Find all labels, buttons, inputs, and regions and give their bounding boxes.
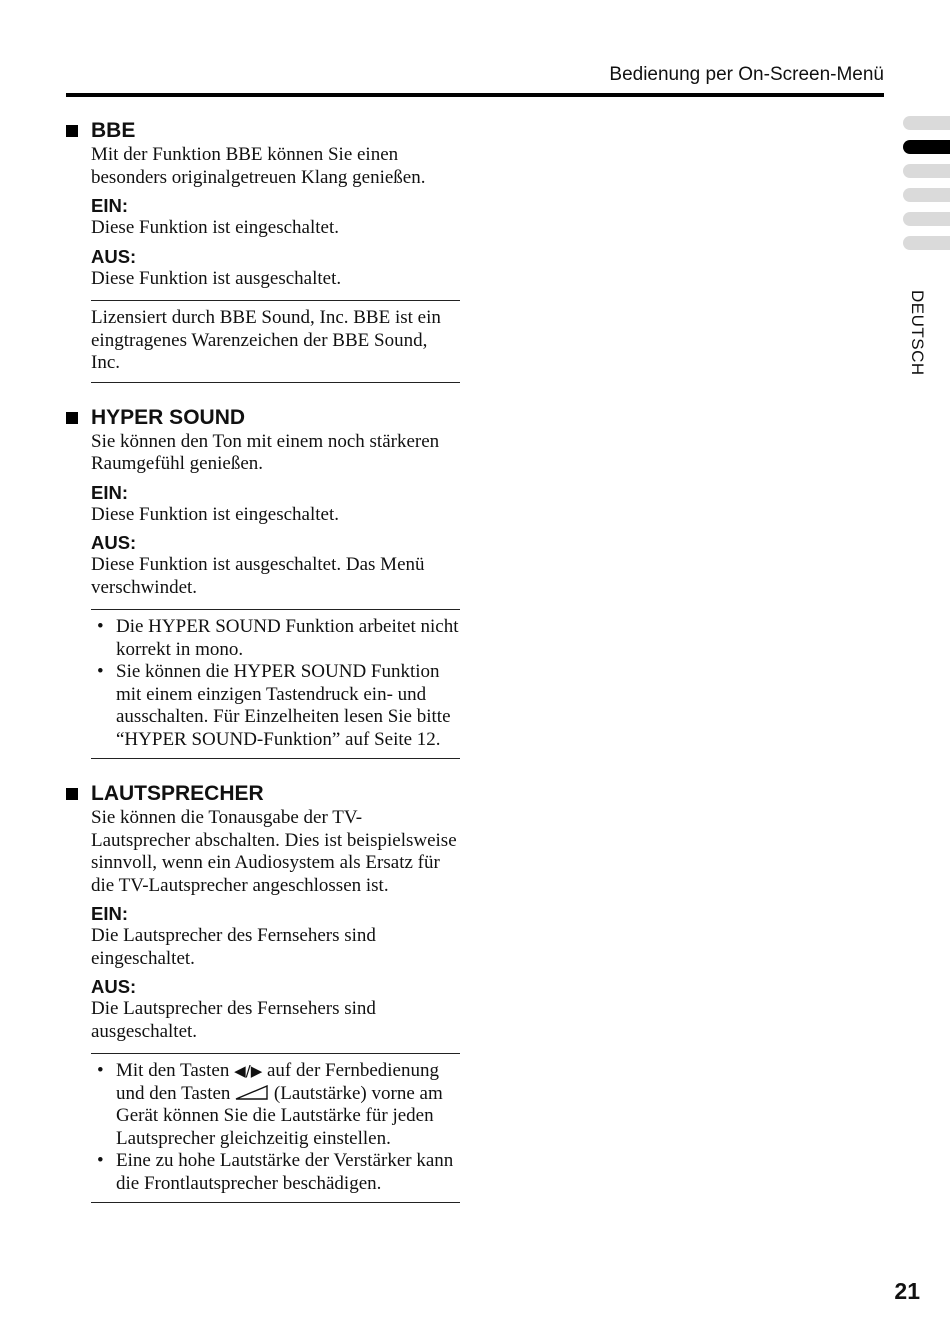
note-box bbox=[91, 1053, 460, 1203]
note-text: Die HYPER SOUND Funktion arbeitet nicht korrekt in mono. bbox=[116, 616, 459, 660]
main-content bbox=[66, 118, 460, 1225]
section-intro: Sie können die Tonausgabe der TV-Lautsprecher abschalten. Dies ist beispielsweise sinnvoll, wenn ein Audiosystem als Ersatz für die TV-Lautsprecher angeschlossen ist. bbox=[91, 807, 457, 896]
section-heading bbox=[66, 781, 460, 807]
language-tab bbox=[903, 188, 950, 202]
language-label: DEUTSCH bbox=[908, 290, 927, 376]
section-bbe bbox=[66, 118, 460, 383]
option-on-text: Die Lautsprecher des Fernsehers sind eingeschaltet. bbox=[91, 925, 376, 969]
bullet-dot-icon: • bbox=[97, 661, 104, 682]
option-off-text: Diese Funktion ist ausgeschaltet. Das Menü verschwindet. bbox=[91, 554, 425, 598]
option-on-text: Diese Funktion ist eingeschaltet. bbox=[91, 217, 340, 238]
note-list-item bbox=[91, 616, 460, 661]
language-tab-active bbox=[903, 140, 950, 154]
option-on-label: EIN: bbox=[91, 903, 128, 924]
option-on-text: Diese Funktion ist eingeschaltet. bbox=[91, 503, 340, 525]
bullet-dot-icon: • bbox=[97, 616, 104, 637]
option-off-text: Die Lautsprecher des Fernsehers sind ausgeschaltet. bbox=[91, 998, 376, 1042]
option-off-label: AUS: bbox=[91, 976, 137, 997]
section-lautsprecher bbox=[66, 781, 460, 1203]
heading-text: HYPER SOUND bbox=[91, 405, 246, 429]
section-heading bbox=[66, 405, 460, 431]
heading-text: BBE bbox=[91, 119, 136, 142]
note-text: Lizensiert durch BBE Sound, Inc. BBE ist ein eingtragenes Warenzeichen der BBE Sound, Inc. bbox=[91, 307, 441, 373]
option-off-label: AUS: bbox=[91, 532, 137, 553]
heading-text: LAUTSPRECHER bbox=[91, 782, 264, 805]
section-hyper-sound bbox=[66, 405, 460, 760]
page-number: 21 bbox=[894, 1278, 920, 1304]
option-on-label: EIN: bbox=[91, 195, 128, 216]
section-intro: Mit der Funktion BBE können Sie einen besonders originalgetreuen Klang genießen. bbox=[91, 144, 426, 188]
language-tab bbox=[903, 236, 950, 250]
note-list-item bbox=[91, 661, 460, 751]
note-list-item bbox=[91, 1060, 460, 1150]
option-on-label: EIN: bbox=[91, 481, 128, 503]
page-header-title: Bedienung per On-Screen-Menü bbox=[609, 64, 884, 85]
square-bullet-icon bbox=[66, 412, 78, 424]
note-text: (Lautstärke) vorne am Gerät können Sie die Lautstärke für jeden Lautsprecher gleichzeitig einstellen. bbox=[116, 1082, 443, 1149]
note-text: Eine zu hohe Lautstärke der Verstärker kann die Frontlautsprecher beschädigen. bbox=[116, 1150, 454, 1194]
bullet-dot-icon: • bbox=[97, 1060, 104, 1081]
square-bullet-icon bbox=[66, 788, 78, 800]
language-tab bbox=[903, 116, 950, 130]
section-heading bbox=[66, 118, 460, 144]
note-text: auf der Fernbedienung und den Tasten bbox=[116, 1060, 439, 1104]
option-off-label: AUS: bbox=[91, 245, 137, 267]
language-tab bbox=[903, 164, 950, 178]
section-intro: Sie können den Ton mit einem noch stärkeren Raumgefühl genießen. bbox=[91, 430, 440, 474]
option-off-text: Diese Funktion ist ausgeschaltet. bbox=[91, 267, 342, 289]
square-bullet-icon bbox=[66, 125, 78, 137]
left-right-arrows-icon: ◀/▶ bbox=[234, 1062, 263, 1080]
note-text: Sie können die HYPER SOUND Funktion mit einem einzigen Tastendruck ein- und ausschalten. Für Einzelheiten lesen Sie bitte “HYPER SOUND-Funktion” auf Seite 12. bbox=[116, 661, 451, 750]
volume-ramp-icon bbox=[235, 1085, 269, 1101]
note-box bbox=[91, 609, 460, 759]
header-rule bbox=[66, 93, 884, 97]
language-tabs bbox=[903, 116, 950, 260]
bullet-dot-icon: • bbox=[97, 1150, 104, 1171]
note-box bbox=[91, 300, 460, 383]
note-text: Mit den Tasten bbox=[116, 1060, 230, 1081]
note-list-item bbox=[91, 1150, 460, 1195]
language-tab bbox=[903, 212, 950, 226]
